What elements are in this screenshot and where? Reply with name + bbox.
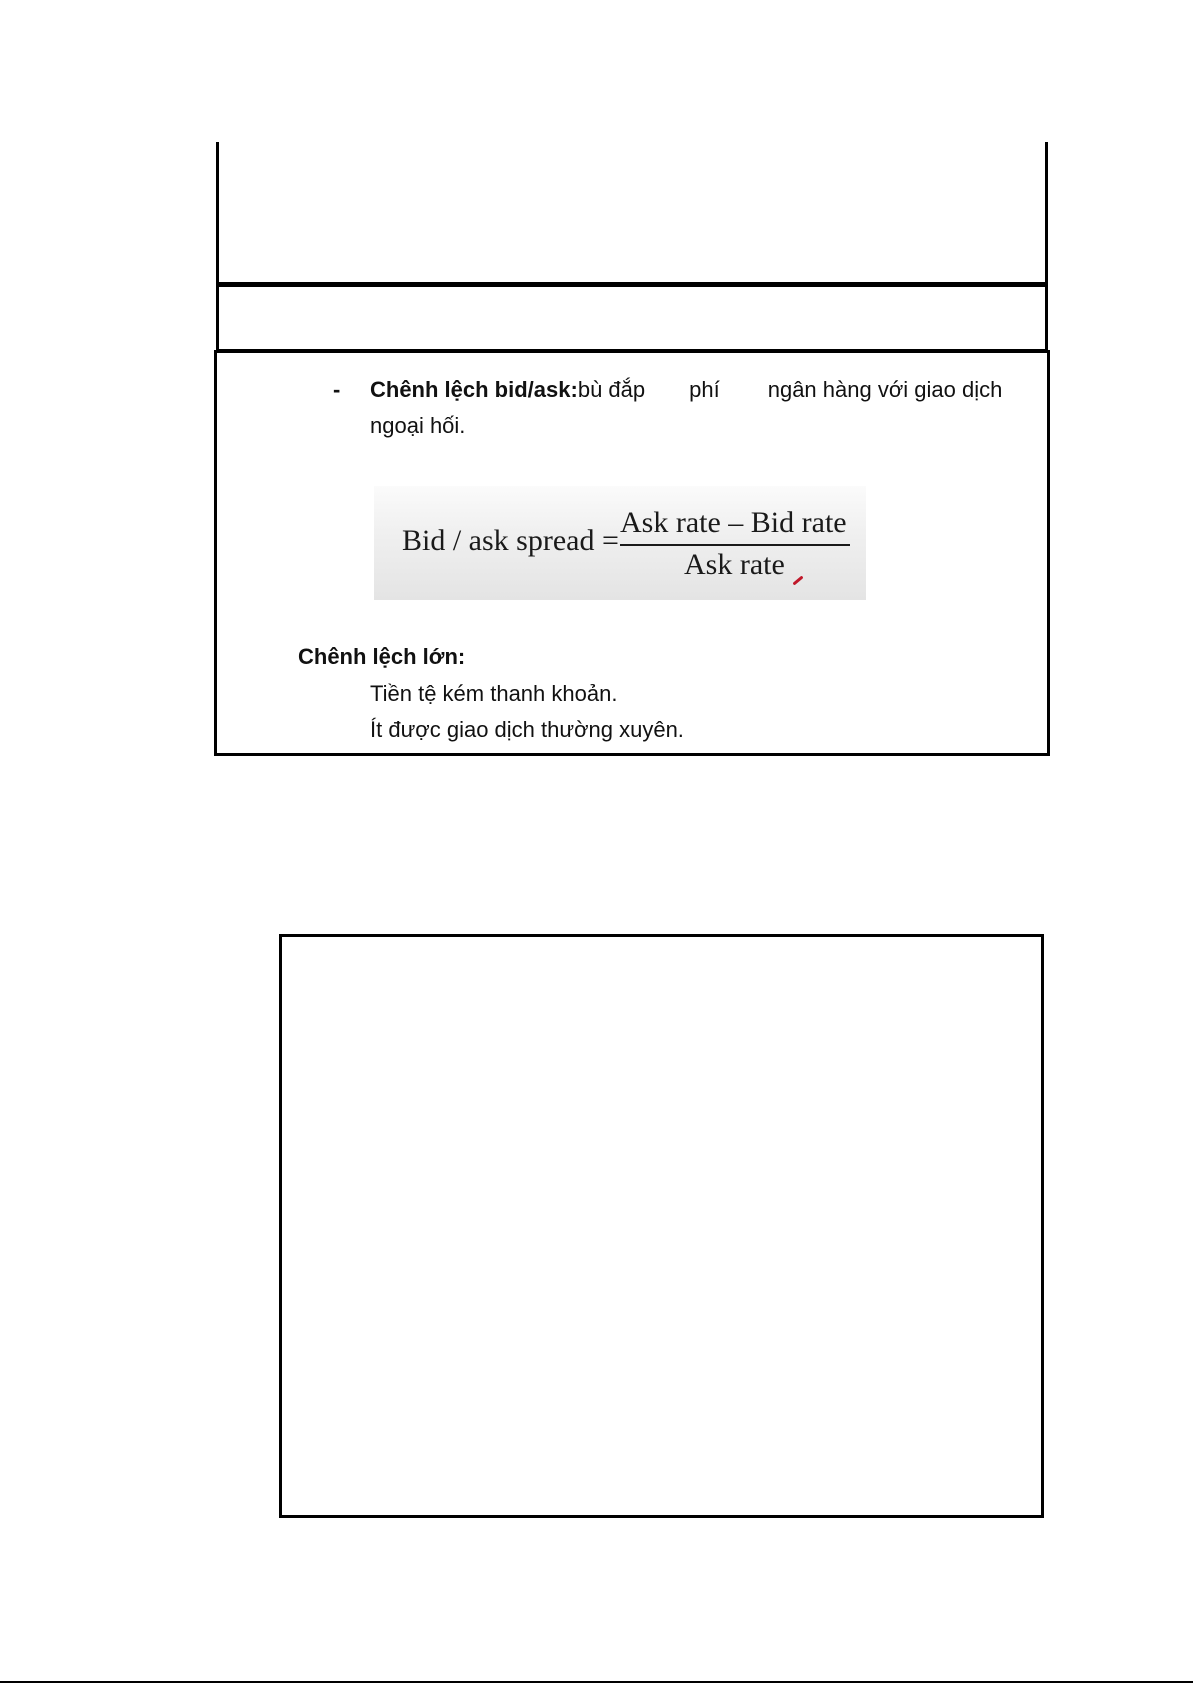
bid-ask-definition-line	[370, 375, 1020, 405]
large-spread-item-2: Ít được giao dịch thường xuyên.	[370, 717, 684, 742]
empty-table-row	[216, 284, 1048, 352]
formula-denominator: Ask rate	[684, 548, 785, 581]
page-bottom-rule	[0, 1681, 1193, 1683]
spread-formula-image	[374, 486, 866, 600]
bid-ask-desc-part2: phí	[689, 377, 720, 402]
top-table-frame	[216, 142, 1048, 285]
pen-mark	[792, 575, 803, 585]
formula-lhs: Bid / ask spread =	[402, 524, 619, 557]
bid-ask-definition-line-2: ngoại hối.	[370, 413, 466, 438]
bid-ask-term: Chênh lệch bid/ask:	[370, 377, 578, 402]
empty-content-box	[279, 934, 1044, 1518]
formula-fraction-bar	[620, 544, 850, 546]
formula-numerator: Ask rate – Bid rate	[620, 506, 847, 539]
bid-ask-desc-part3: ngân hàng với giao dịch	[767, 377, 1003, 402]
bullet-dash: -	[333, 377, 341, 402]
large-spread-heading: Chênh lệch lớn:	[298, 644, 466, 669]
large-spread-item-1: Tiền tệ kém thanh khoản.	[370, 681, 618, 706]
bid-ask-desc-part1: bù đắp	[577, 377, 646, 402]
